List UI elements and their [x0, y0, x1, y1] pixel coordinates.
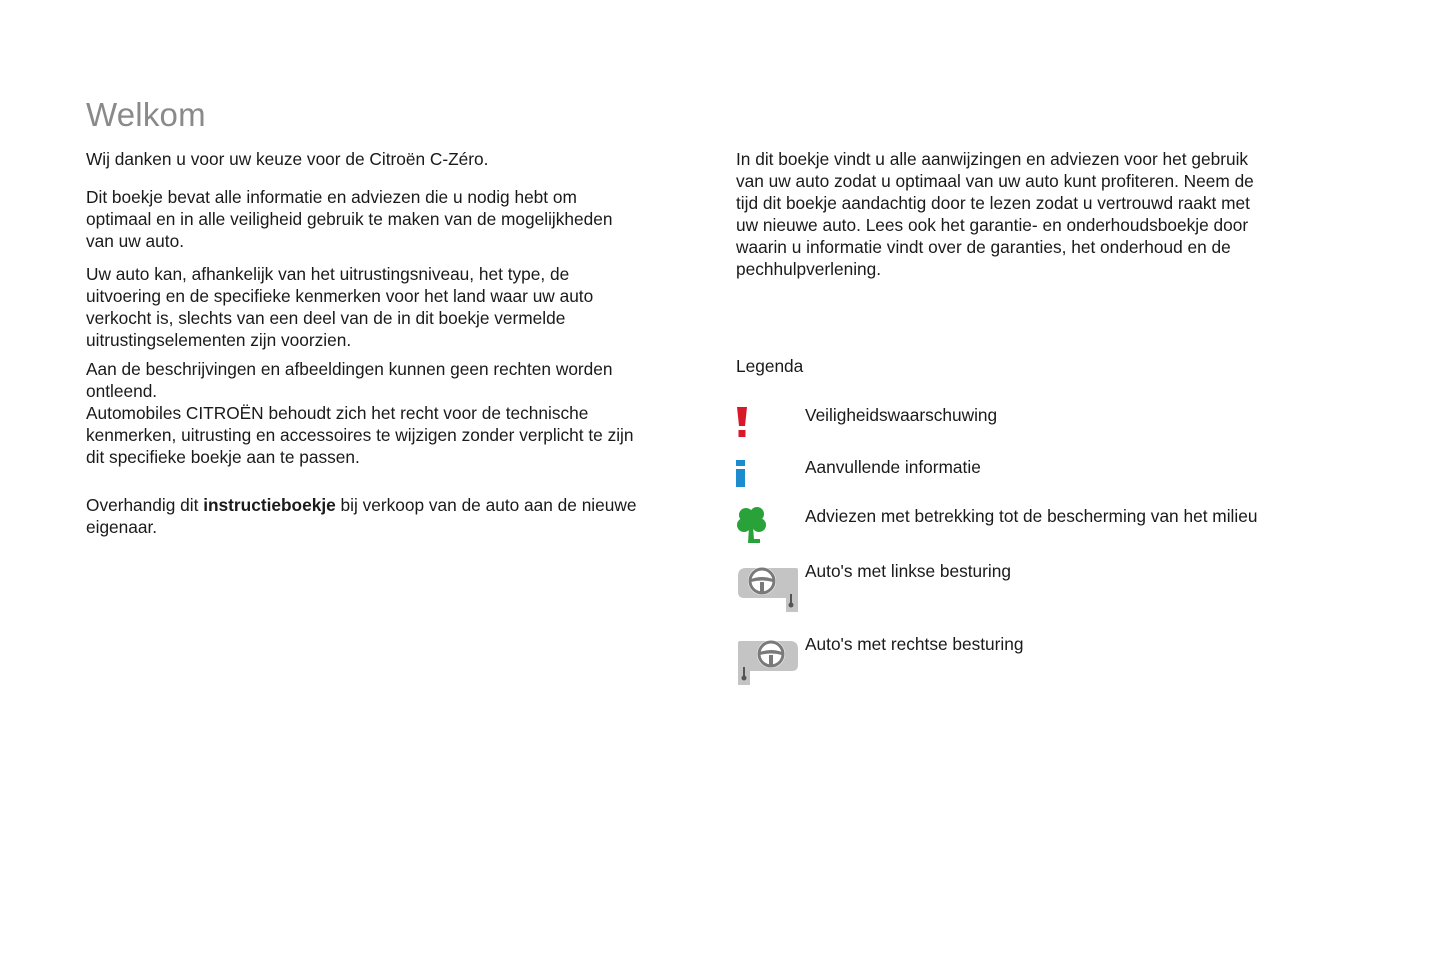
exclamation-icon — [736, 406, 748, 443]
legend-label-environment: Adviezen met betrekking tot de bescherming van het milieu — [805, 506, 1258, 526]
booklet-info-paragraph: Dit boekje bevat alle informatie en adviezen die u nodig hebt om optimaal en in alle veiligheid gebruik te maken van de mogelijkheden van uw auto. — [86, 187, 613, 251]
usage-paragraph: In dit boekje vindt u alle aanwijzingen en adviezen voor het gebruik van uw auto zodat u optimaal van uw auto kunt profiteren. Neem de tijd dit boekje aandachtig door te lezen zodat u vertrouwd raakt met uw nieuwe auto. Lees ook het garantie- en onderhoudsboekje door waarin u informatie vindt over de garanties, het onderhoud en de pechhulpverlening. — [736, 149, 1254, 279]
handover-bold: instructieboekje — [203, 495, 336, 515]
legend-label-right-hand-drive: Auto's met rechtse besturing — [805, 634, 1024, 654]
legend-label-info: Aanvullende informatie — [805, 457, 981, 477]
rights-paragraph: Aan de beschrijvingen en afbeeldingen kunnen geen rechten worden ontleend. Automobiles CITROËN behoudt zich het recht voor de technische kenmerken, uitrusting en accessoires te wijzigen zonder verplicht te zijn dit specifieke boekje aan te passen. — [86, 359, 634, 467]
legend-title: Legenda — [736, 356, 804, 376]
info-icon — [736, 460, 746, 493]
legend-label-left-hand-drive: Auto's met linkse besturing — [805, 561, 1011, 581]
legend-item-environment — [736, 505, 1336, 565]
left-hand-drive-icon — [736, 562, 800, 619]
handover-prefix: Overhandig dit — [86, 495, 204, 515]
legend-item-left-hand-drive — [736, 560, 1336, 620]
equipment-paragraph: Uw auto kan, afhankelijk van het uitrustingsniveau, het type, de uitvoering en de specifieke kenmerken voor het land waar uw auto verkocht is, slechts van een deel van de in dit boekje vermelde uitrustingselementen zijn voorzien. — [86, 264, 594, 350]
handover-suffix: bij verkoop van de auto aan de nieuwe eigenaar. — [86, 495, 637, 537]
page-title: Welkom — [86, 96, 206, 133]
right-column — [736, 148, 1336, 280]
intro-paragraph: Wij danken u voor uw keuze voor de Citroën C-Zéro. — [86, 149, 489, 169]
legend-item-warning — [736, 404, 1336, 464]
right-hand-drive-icon — [736, 635, 800, 692]
tree-icon — [736, 505, 768, 550]
handover-paragraph — [86, 494, 686, 538]
legend-item-right-hand-drive — [736, 633, 1336, 693]
legend-label-warning: Veiligheidswaarschuwing — [805, 405, 998, 425]
